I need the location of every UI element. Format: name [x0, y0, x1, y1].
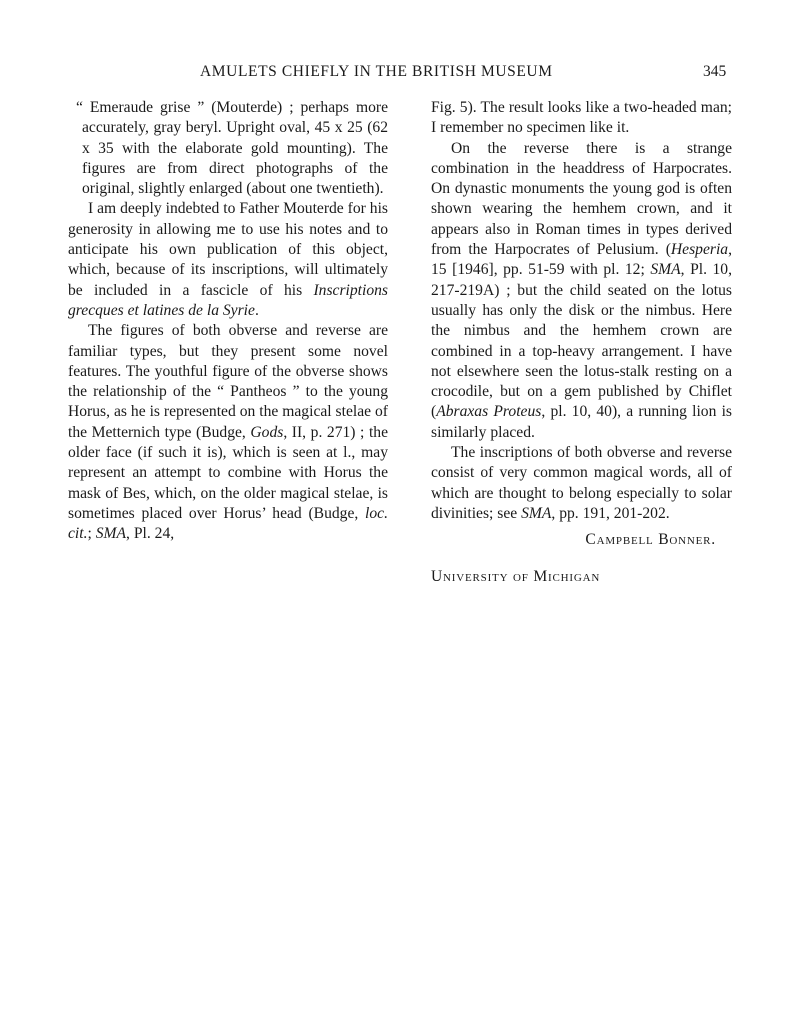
- inscriptions-text-b: , pp. 191, 201-202.: [551, 504, 670, 522]
- inscriptions-title: Inscriptions grecques et latines de la Syrie: [68, 281, 388, 319]
- reverse-text-a: On the reverse there is a strange combination in the headdress of Harpocrates. On dynastic monuments the young god is often shown wearing the hemhem crown, and it appears also in Roman times in types derived from the Harpocrates of Pelusium. (: [431, 139, 732, 259]
- left-column: [68, 98, 388, 545]
- paragraph-reverse: [431, 139, 732, 443]
- reverse-text-b: , 15 [1946], pp. 51-59 with pl. 12;: [431, 241, 732, 279]
- author-affiliation: University of Michigan: [431, 567, 601, 585]
- figures-text-c: ;: [87, 525, 96, 543]
- citation-sma: SMA: [521, 504, 552, 522]
- paragraph-two-headed: Fig. 5). The result looks like a two-headed man; I remember no specimen like it.: [431, 99, 732, 137]
- figures-text-d: , Pl. 24,: [126, 525, 175, 543]
- page-number: 345: [703, 63, 727, 80]
- paragraph-gem-description: “ Emeraude grise ” (Mouterde) ; perhaps more accurately, gray beryl. Upright oval, 45 x 25 (62 x 35 with the elaborate gold mounting). The figures are from direct photographs of the original, slightly enlarged (about one twentieth).: [76, 99, 388, 198]
- citation-hesperia: Hesperia: [670, 241, 729, 259]
- acknowledgement-end: .: [254, 301, 259, 319]
- citation-abraxas: Abraxas Proteus: [436, 403, 542, 421]
- inscriptions-text-a: The inscriptions of both obverse and reverse consist of very common magical words, all of which are thought to belong especially to solar divinities; see: [431, 444, 732, 522]
- paragraph-acknowledgement: [68, 199, 388, 321]
- author-signature: Campbell Bonner.: [585, 531, 716, 549]
- paragraph-inscriptions: [431, 443, 732, 524]
- figures-text-b: , II, p. 271) ; the older face (if such it is), which is seen at l., may represent an attempt to combine with Horus the mask of Bes, which, on the older magical stelae, is sometimes placed over Horus’ head (Budge,: [68, 423, 388, 522]
- citation-sma: SMA: [650, 261, 681, 279]
- acknowledgement-text: I am deeply indebted to Father Mouterde for his generosity in allowing me to use his notes and to anticipate his own publication of this object, which, because of its inscriptions, will ultimately be included in a fascicle of his: [68, 200, 388, 299]
- reverse-text-d: , pl. 10, 40), a running lion is similarly placed.: [431, 403, 732, 441]
- citation-sma: SMA: [95, 525, 127, 543]
- running-title: AMULETS CHIEFLY IN THE BRITISH MUSEUM: [200, 63, 553, 80]
- paragraph-figures: [68, 321, 388, 544]
- citation-gods: Gods: [250, 423, 284, 441]
- right-column: [431, 98, 732, 587]
- citation-loc-cit: loc. cit.: [68, 504, 388, 543]
- figures-text-a: The figures of both obverse and reverse are familiar types, but they present some novel features. The youthful figure of the obverse shows the relationship of the “ Pantheos ” to the young Horus, as he is represented on the magical stelae of the Metternich type (Budge,: [68, 322, 388, 441]
- reverse-text-c: , Pl. 10, 217-219A) ; but the child seated on the lotus usually has only the disk or the nimbus. Here the nimbus and the hemhem crown are combined in a top-heavy arrangement. I have not elsewhere seen the lotus-stalk resting on a crocodile, but on a gem published by Chiflet (: [431, 261, 732, 421]
